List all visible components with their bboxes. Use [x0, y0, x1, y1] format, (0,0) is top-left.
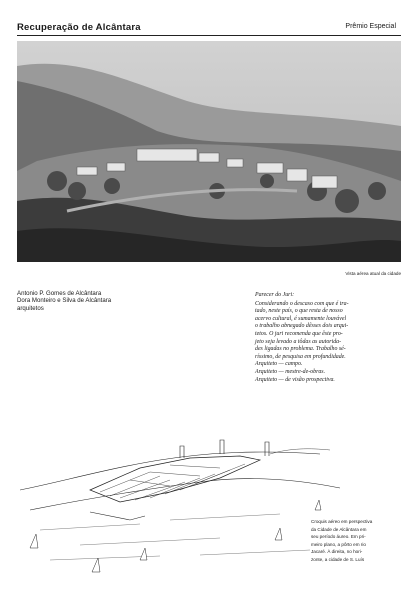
jury-line: ríssimo, de pesquisa em profundidade.	[255, 353, 346, 360]
author-line: Antonio P. Gomes de Alcântara	[17, 290, 102, 297]
author-line: Dora Monteiro e Silva de Alcântara	[17, 297, 112, 305]
jury-line: Arquiteto — campo.	[255, 361, 303, 368]
page-title: Recuperação de Alcântara	[17, 22, 141, 33]
sketch-caption-line: Jacaré. À direita, no hori-	[311, 549, 363, 555]
jury-line: tado, neste país, o que resta de nosso	[255, 308, 343, 315]
photo-caption: Vista aérea atual da cidade	[345, 271, 401, 276]
sketch-caption-line: Croquis aéreo em perspectiva	[311, 519, 373, 524]
jury-line: Considerando o descaso com que é tra-	[255, 300, 349, 307]
jury-line: jeto seja levado a tôdas as autorida-	[255, 338, 342, 345]
sketch-caption-line: da Cidade de Alcântara em	[311, 526, 367, 532]
jury-verdict	[255, 292, 405, 384]
perspective-sketch	[20, 420, 356, 580]
jury-line: Arquiteto — de visão prospectiva.	[255, 376, 335, 383]
sketch-caption-line: meiro plano, a pôrto em rio	[311, 541, 366, 547]
jury-line: o trabalho abnegado dêsses dois arqui-	[255, 323, 349, 330]
sketch-caption-line: zonte, a cidade de S. Luís	[311, 556, 365, 562]
aerial-photo	[17, 41, 401, 262]
jury-line: Arquiteto — mestre-de-obras.	[255, 368, 326, 375]
sketch-caption-line: seu período áureo. Em pri-	[311, 534, 366, 540]
sketch-caption	[311, 518, 405, 564]
author-line: arquitetos	[17, 304, 44, 312]
jury-line: tetos. O juri recomenda que êste pro-	[255, 330, 343, 337]
award-label: Prêmio Especial	[345, 23, 396, 30]
header-divider	[17, 35, 401, 36]
jury-line: acervo cultural, é sumamente louvável	[255, 315, 347, 322]
jury-line: des ligadas no problema. Trabalho sé-	[255, 346, 346, 353]
authors-block	[17, 290, 167, 312]
jury-heading: Parecer do Juri:	[255, 292, 295, 298]
